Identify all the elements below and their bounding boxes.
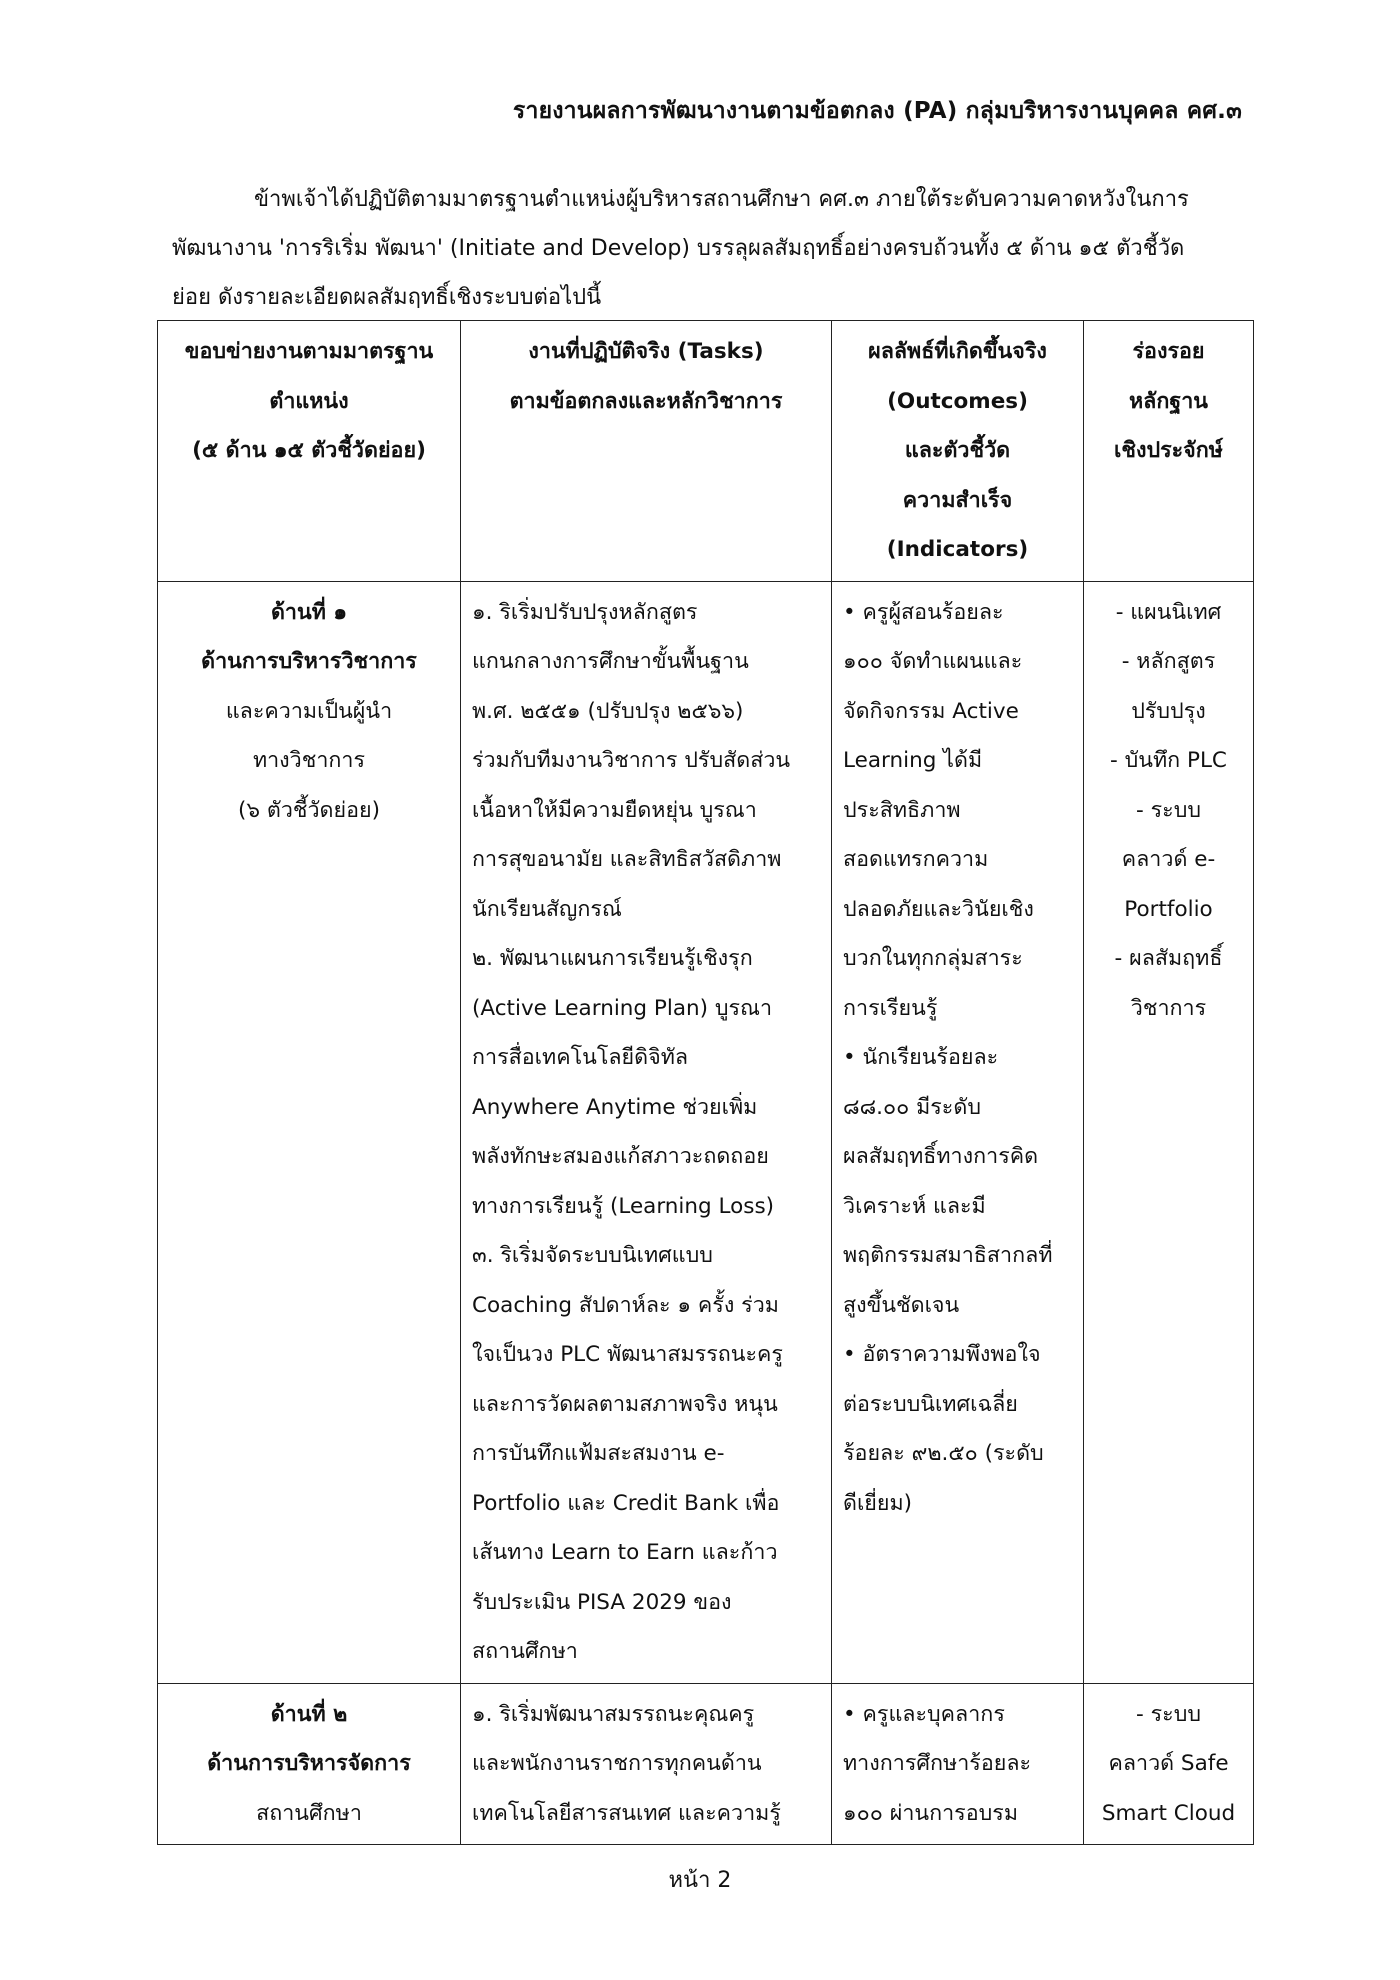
intro-line: พัฒนางาน 'การริเริ่ม พัฒนา' (Initiate and Develop) บรรลุผลสัมฤทธิ์อย่างครบถ้วนทั้ง ๕ ด้าน ๑๕ ตัวชี้วัด xyxy=(172,236,1185,261)
outcome-line: ๑๐๐ ผ่านการอบรม xyxy=(843,1800,1019,1826)
evidence-line: - ผลสัมฤทธิ์ xyxy=(1114,946,1223,971)
domain-cell xyxy=(158,1683,461,1845)
domain-line: ด้านที่ ๒ xyxy=(270,1701,348,1727)
header-line: ตำแหน่ง xyxy=(269,388,349,414)
domain-line: สถานศึกษา xyxy=(256,1800,362,1826)
task-line: (Active Learning Plan) บูรณา xyxy=(472,995,773,1021)
outcome-line: ต่อระบบนิเทศเฉลี่ย xyxy=(843,1391,1018,1417)
task-line: Portfolio และ Credit Bank เพื่อ xyxy=(472,1490,780,1516)
task-line: ๑. ริเริ่มพัฒนาสมรรถนะคุณครู xyxy=(472,1701,755,1727)
task-line: ใจเป็นวง PLC พัฒนาสมรรถนะครู xyxy=(472,1342,783,1367)
task-line: นักเรียนสัญกรณ์ xyxy=(472,896,622,922)
task-line: สถานศึกษา xyxy=(472,1639,578,1664)
document-header-title: รายงานผลการพัฒนางานตามข้อตกลง (PA) กลุ่มบริหารงานบุคคล คศ.๓ xyxy=(512,98,1242,124)
task-line: ร่วมกับทีมงานวิชาการ ปรับสัดส่วน xyxy=(472,748,791,773)
task-line: รับประเมิน PISA 2029 ของ xyxy=(472,1589,732,1615)
task-line: การบันทึกแฟ้มสะสมงาน e- xyxy=(472,1441,725,1466)
evidence-cell xyxy=(1084,1683,1254,1845)
table-row xyxy=(158,1683,1254,1845)
task-line: และการวัดผลตามสภาพจริง หนุน xyxy=(472,1391,778,1417)
evidence-line: วิชาการ xyxy=(1130,995,1207,1021)
outcome-line: ทางการศึกษาร้อยละ xyxy=(843,1751,1032,1776)
outcome-line: • ครูผู้สอนร้อยละ xyxy=(843,599,1004,625)
evidence-line: - แผนนิเทศ xyxy=(1115,599,1222,625)
outcome-line: • ครูและบุคลากร xyxy=(843,1701,1005,1727)
domain-line: ทางวิชาการ xyxy=(252,748,366,773)
evidence-cell xyxy=(1084,581,1254,1683)
header-line: และตัวชี้วัด xyxy=(904,438,1011,463)
evidence-line: - หลักสูตร xyxy=(1121,649,1216,674)
domain-line: ด้านการบริหารจัดการ xyxy=(207,1751,411,1776)
task-line: และพนักงานราชการทุกคนด้าน xyxy=(472,1751,762,1776)
task-line: พ.ศ. ๒๕๕๑ (ปรับปรุง ๒๕๖๖) xyxy=(472,698,744,724)
outcome-line: ปลอดภัยและวินัยเชิง xyxy=(843,896,1034,922)
task-line: Coaching สัปดาห์ละ ๑ ครั้ง ร่วม xyxy=(472,1292,779,1318)
outcome-line: Learning ได้มี xyxy=(843,748,983,773)
header-line: ร่องรอย xyxy=(1132,339,1205,364)
task-line: แกนกลางการศึกษาขั้นพื้นฐาน xyxy=(472,649,749,674)
header-line: (Outcomes) xyxy=(887,388,1028,414)
tasks-cell xyxy=(461,581,832,1683)
outcome-line: ๘๘.๐๐ มีระดับ xyxy=(843,1094,981,1120)
evidence-line: - ระบบ xyxy=(1136,1701,1201,1727)
table-header-row xyxy=(158,321,1254,582)
outcome-line: สอดแทรกความ xyxy=(843,847,989,872)
tasks-cell xyxy=(461,1683,832,1845)
outcome-line: บวกในทุกกลุ่มสาระ xyxy=(843,946,1023,971)
task-line: Anywhere Anytime ช่วยเพิ่ม xyxy=(472,1094,758,1120)
outcome-line: วิเคราะห์ และมี xyxy=(843,1193,986,1219)
header-line: ขอบข่ายงานตามมาตรฐาน xyxy=(184,339,434,364)
evidence-line: ปรับปรุง xyxy=(1131,698,1206,724)
domain-line: ด้านที่ ๑ xyxy=(270,599,348,625)
domain-line: ด้านการบริหารวิชาการ xyxy=(201,649,417,674)
evidence-line: คลาวด์ Safe xyxy=(1108,1751,1229,1776)
outcome-line: การเรียนรู้ xyxy=(843,995,938,1021)
outcomes-cell xyxy=(832,581,1084,1683)
evidence-line: Smart Cloud xyxy=(1101,1800,1236,1826)
outcomes-cell xyxy=(832,1683,1084,1845)
header-line: (๕ ด้าน ๑๕ ตัวชี้วัดย่อย) xyxy=(192,438,426,463)
page-number: หน้า 2 xyxy=(668,1868,732,1893)
header-line: เชิงประจักษ์ xyxy=(1114,438,1223,463)
outcome-line: พฤติกรรมสมาธิสากลที่ xyxy=(843,1243,1053,1268)
task-line: ทางการเรียนรู้ (Learning Loss) xyxy=(472,1193,775,1219)
evidence-line: Portfolio xyxy=(1124,896,1213,922)
domain-cell xyxy=(158,581,461,1683)
header-evidence xyxy=(1084,321,1254,582)
evidence-line: คลาวด์ e- xyxy=(1121,847,1216,872)
header-line: ผลลัพธ์ที่เกิดขึ้นจริง xyxy=(868,339,1047,364)
pa-report-table xyxy=(157,320,1254,1845)
task-line: เส้นทาง Learn to Earn และก้าว xyxy=(472,1540,778,1565)
outcome-line: ผลสัมฤทธิ์ทางการคิด xyxy=(843,1144,1039,1169)
task-line: ๒. พัฒนาแผนการเรียนรู้เชิงรุก xyxy=(472,946,753,971)
header-tasks xyxy=(461,321,832,582)
header-line: ความสำเร็จ xyxy=(902,487,1013,513)
intro-line: ย่อย ดังรายละเอียดผลสัมฤทธิ์เชิงระบบต่อไปนี้ xyxy=(172,285,602,310)
task-line: ๑. ริเริ่มปรับปรุงหลักสูตร xyxy=(472,599,698,625)
evidence-line: - บันทึก PLC xyxy=(1110,748,1227,773)
header-line: งานที่ปฏิบัติจริง (Tasks) xyxy=(528,339,764,364)
outcome-line: ๑๐๐ จัดทำแผนและ xyxy=(843,649,1023,674)
outcome-line: จัดกิจกรรม Active xyxy=(843,698,1019,724)
task-line: การสื่อเทคโนโลยีดิจิทัล xyxy=(472,1045,689,1070)
header-line: หลักฐาน xyxy=(1129,388,1208,414)
task-line: เทคโนโลยีสารสนเทศ และความรู้ xyxy=(472,1800,781,1826)
outcome-line: ประสิทธิภาพ xyxy=(843,797,961,823)
table-row xyxy=(158,581,1254,1683)
header-line: (Indicators) xyxy=(886,537,1029,562)
header-outcomes xyxy=(832,321,1084,582)
outcome-line: ร้อยละ ๙๒.๕๐ (ระดับ xyxy=(843,1441,1044,1466)
header-line: ตามข้อตกลงและหลักวิชาการ xyxy=(509,388,783,414)
intro-line: ข้าพเจ้าได้ปฏิบัติตามมาตรฐานตำแหน่งผู้บริหารสถานศึกษา คศ.๓ ภายใต้ระดับความคาดหวังในการ xyxy=(254,187,1189,212)
outcome-line: สูงขึ้นชัดเจน xyxy=(843,1292,960,1318)
task-line: เนื้อหาให้มีความยืดหยุ่น บูรณา xyxy=(472,797,757,823)
outcome-line: ดีเยี่ยม) xyxy=(843,1490,913,1516)
intro-paragraph xyxy=(172,175,1252,322)
header-scope xyxy=(158,321,461,582)
task-line: พลังทักษะสมองแก้สภาวะถดถอย xyxy=(472,1144,769,1169)
outcome-line: • อัตราความพึงพอใจ xyxy=(843,1342,1041,1367)
evidence-line: - ระบบ xyxy=(1136,797,1201,823)
domain-line: (๖ ตัวชี้วัดย่อย) xyxy=(237,797,381,823)
domain-line: และความเป็นผู้นำ xyxy=(225,698,393,724)
outcome-line: • นักเรียนร้อยละ xyxy=(843,1045,999,1070)
task-line: การสุขอนามัย และสิทธิสวัสดิภาพ xyxy=(472,847,782,872)
task-line: ๓. ริเริ่มจัดระบบนิเทศแบบ xyxy=(472,1243,713,1268)
